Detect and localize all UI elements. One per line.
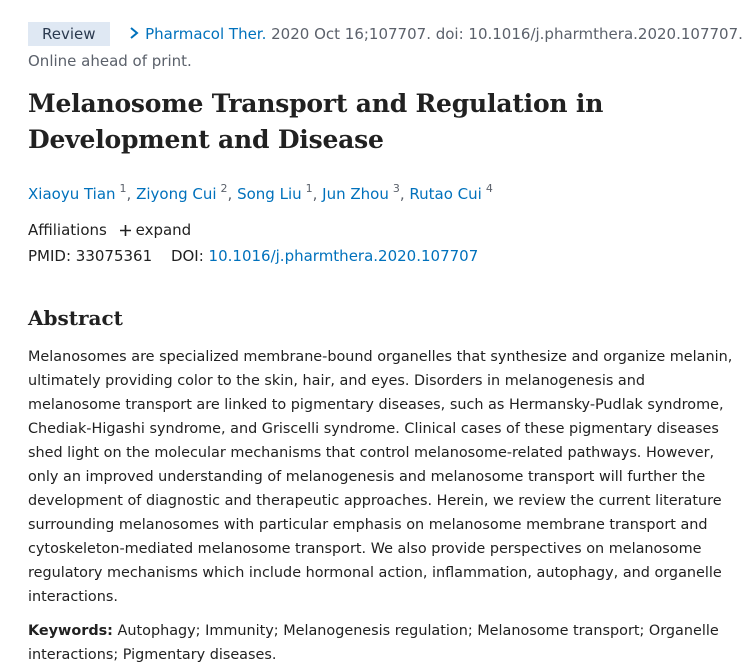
citation-details: 2020 Oct 16;107707. doi: 10.1016/j.pharmthera.2020.107707.: [266, 25, 743, 43]
doi-label: DOI:: [170, 247, 209, 265]
article-title: Melanosome Transport and Regulation in Development and Disease: [28, 89, 604, 154]
affiliations-label: Affiliations: [28, 221, 107, 239]
affiliation-ref[interactable]: 2: [220, 182, 228, 195]
expand-label: expand: [135, 221, 192, 239]
citation-line: [28, 0, 747, 46]
author-link[interactable]: Xiaoyu Tian: [28, 185, 116, 203]
expand-button[interactable]: [120, 221, 192, 239]
article-type-badge: Review: [28, 22, 110, 46]
affiliation-ref[interactable]: 1: [119, 182, 127, 195]
affiliations-toggle[interactable]: [28, 219, 747, 241]
plus-icon: [120, 225, 131, 236]
abstract-heading: Abstract: [28, 306, 123, 330]
keywords-label: Keywords:: [28, 623, 113, 639]
author-link[interactable]: Rutao Cui: [409, 185, 482, 203]
journal-link[interactable]: Pharmacol Ther.: [145, 25, 267, 43]
doi-link[interactable]: 10.1016/j.pharmthera.2020.107707: [208, 247, 479, 265]
article-identifiers: [28, 245, 747, 267]
affiliation-ref[interactable]: 4: [485, 182, 493, 195]
pmid-label: PMID:: [28, 247, 76, 265]
author-link[interactable]: Ziyong Cui: [136, 185, 217, 203]
publication-status: Online ahead of print.: [28, 52, 192, 70]
author-list: Xiaoyu Tian $^1$, Ziyong Cui $^2$, Song Liu $^1$, Jun Zhou $^3$, Rutao Cui $^4$: [28, 182, 493, 203]
author-link[interactable]: Jun Zhou: [322, 185, 389, 203]
pmid-value: 33075361: [75, 247, 153, 265]
affiliation-ref[interactable]: 1: [305, 182, 313, 195]
author-link[interactable]: Song Liu: [237, 185, 302, 203]
keywords: [28, 619, 740, 667]
abstract-text: Melanosomes are specialized membrane-bound organelles that synthesize and organize melanin, ultimately providing color to the skin, hair, and eyes. Disorders in melanogenesis and melanosome transport are linked to pigmentary diseases, such as Hermansky-Pudlak syndrome, Chediak-Higashi syndrome, and Griscelli syndrome. Clinical cases of these pigmentary diseases shed light on the molecular mechanisms that control melanosome-related pathways. However, only an improved understanding of melanogenesis and melanosome transport will further the development of diagnostic and therapeutic approaches. Herein, we review the current literature surrounding melanosomes with particular emphasis on melanosome membrane transport and cytoskeleton-mediated melanosome transport. We also provide perspectives on melanosome regulatory mechanisms which include hormonal action, inflammation, autophagy, and organelle interactions.: [28, 349, 733, 605]
chevron-right-icon[interactable]: [128, 26, 140, 40]
affiliation-ref[interactable]: 3: [392, 182, 400, 195]
keywords-list: Autophagy; Immunity; Melanogenesis regulation; Melanosome transport; Organelle interactions; Pigmentary diseases.: [28, 623, 719, 663]
